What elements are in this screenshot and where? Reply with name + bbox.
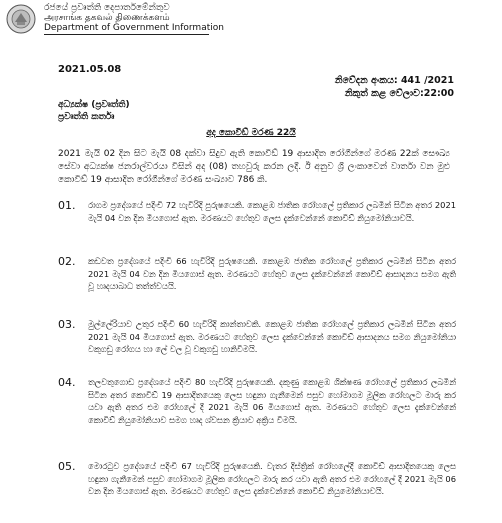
government-emblem-logo (6, 4, 36, 34)
release-number (335, 75, 454, 86)
item-number: 05. (58, 460, 76, 473)
issued-time-value: 22:00 (423, 88, 454, 99)
subject-text: අද කොවිඩ් මරණ 22යි (206, 128, 296, 138)
item-number: 04. (58, 376, 76, 389)
header-tamil-line: அரசாங்க தகவல் திணைக்களம் (44, 13, 170, 23)
issued-time-label: නිකුත් කළ වේලාව: (344, 88, 424, 99)
intro-paragraph: 2021 මැයි 02 දින සිට මැයි 08 දක්වා සිදුව ඇති කොවිඩ් 19 ආසාදිත රෝගීන්ගේ මරණ 22ක් සෞඛ්‍ය සේවා අධ්‍යක්ෂ ජනරාල්වරයා විසින් අද (08) තහවුරු කරන ලදී. ඊ අනුව ශ්‍රී ලංකාවෙන් වාර්තා වන මුළු කොවිඩ් 19 ආසාදිත රෝගීන්ගේ මරණ සංඛ්‍යාව 786 කි. (58, 149, 450, 185)
item-text: තලවතුගොඩ ප්‍රදේශයේ පදිංචි 80 හැවිරිදි පුරුෂයෙකි. දකුණු කොළඹ ශික්ෂණ රෝහලේ ප්‍රතිකාර ලබමින් සිටින අතර කොවිඩ් 19 ආසාදිතයෙකු ලෙස හඳුනා ගැනීමෙන් පසුව හෝමාගම මූලික රෝහලට මාරු කර යවා ඇති අතර එම රෝහලේ දී 2021 මැයි 06 මියගොස් ඇත. මරණයට හේතුව ලෙස දැක්වෙන්නේ කොවිඩ් නියුමෝනියාව සමග හෘද ශ්වසන ක්‍රියාව අක්‍රිය වීමයි. (88, 377, 456, 425)
item-text: රාගම ප්‍රදේශයේ පදිංචි 72 හැවිරිදි පුරුෂයෙකි. කොළඹ ජාතික රෝහලේ ප්‍රතිකාර ලබමින් සිටින අතර 2021 මැයි 04 වන දින මියගොස් ඇත. මරණයට හේතුව ලෙස දැක්වෙන්නේ කොවිඩ් නියුමෝනියාවයි. (88, 200, 456, 223)
header-english-line: Department of Government Information (44, 23, 224, 33)
item-text: කඩවත ප්‍රදේශයේ පදිංචි 66 හැවිරිදි පුරුෂයෙකි. කොළඹ ජාතික රෝහලේ ප්‍රතිකාර ලබමින් සිටින අතර 2021 මැයි 04 වන දින මියගොස් ඇත. මරණයට හේතුව ලෙස දැක්වෙන්නේ කොවිඩ් ආසාදනය සමග ඇති වූ හෘදයාබාධ තත්ත්වයයි. (88, 256, 456, 291)
issued-time (345, 88, 454, 99)
item-text: මොරටුව ප්‍රදේශයේ පදිංචි 67 හැවිරිදි පුරුෂයෙකි. වැතර දිස්ත්‍රික් රෝහලේදී කොවිඩ් ආසාදිතයෙකු ලෙස හඳුනා ගැනීමෙන් පසුව හෝමාගම මූලික රෝහලට මාරු කර යවා ඇති අතර එම රෝහලේ දී 2021 මැයි 06 වන දින මියගොස් ඇත. මරණයට හේතුව ලෙස දැක්වෙන්නේ කොවිඩ් නියුමෝනියාවයි. (88, 461, 456, 496)
header-divider (44, 34, 209, 35)
item-number: 01. (58, 199, 76, 212)
release-number-label: නිවේදන අංකය: (334, 75, 398, 86)
item-number: 03. (58, 318, 76, 331)
item-text: මුල්ලේරියාව උතුර පදිංචි 60 හැවිරිදි කාන්තාවකි. කොළඹ ජාතික රෝහලේ ප්‍රතිකාර ලබමින් සිටින අතර 2021 මැයි 04 මියගොස් ඇත. මරණයට හේතුව ලෙස දැක්වෙන්නේ කොවිඩ් ආසාදනය සමග නියුමෝනියා වකුගඩු රෝගය හා ලේ වල වූ වකුගඩු හානිවීමයි. (88, 319, 456, 354)
addressee-editor: ප්‍රවෘත්ති කර්තෘ (58, 112, 115, 122)
subject-heading (0, 128, 502, 138)
header-sinhala-line: රජයේ ප්‍රවෘත්ති දෙපාර්තමේන්තුව (44, 3, 170, 13)
addressee-director: අධ්‍යක්ෂ (ප්‍රවෘත්ති) (58, 100, 130, 110)
item-number: 02. (58, 255, 76, 268)
release-number-value: 441 /2021 (400, 75, 454, 86)
document-date: 2021.05.08 (58, 64, 122, 75)
